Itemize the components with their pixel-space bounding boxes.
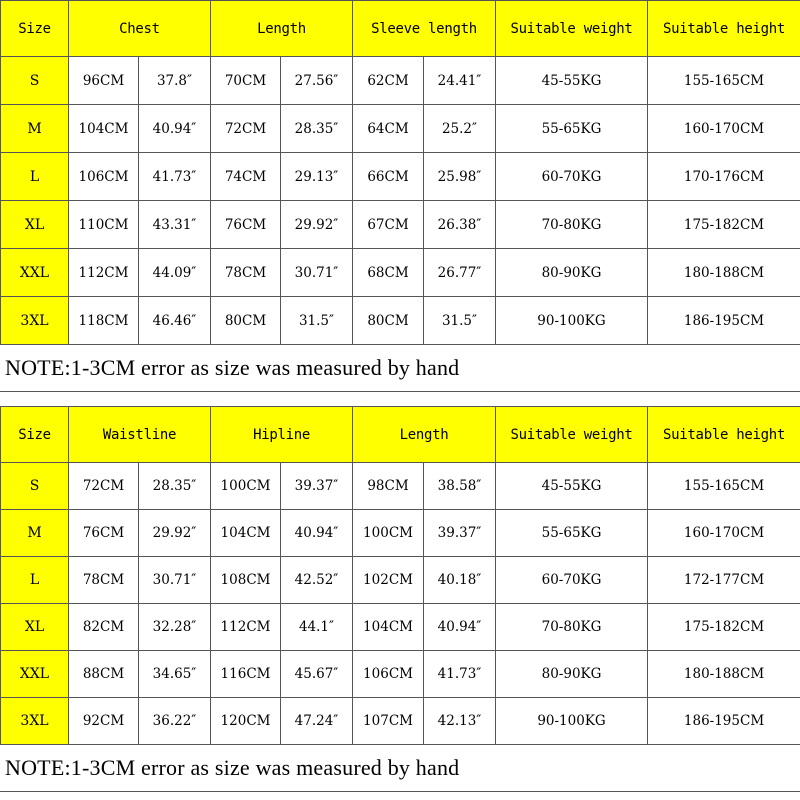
suitable-weight-cell: 45-55KG [496, 463, 648, 510]
suitable-weight-cell: 60-70KG [496, 153, 648, 201]
measure-3-cm: 80CM [353, 297, 424, 345]
measure-1-inch: 30.71″ [139, 557, 211, 604]
table-row [1, 463, 800, 510]
measure-1-cm: 104CM [69, 105, 139, 153]
measure-3-inch: 26.38″ [424, 201, 496, 249]
measure-2-inch: 30.71″ [281, 249, 353, 297]
measure-3-cm: 62CM [353, 57, 424, 105]
table-row [1, 105, 800, 153]
suitable-height-cell: 186-195CM [648, 698, 800, 745]
table-row [1, 249, 800, 297]
measure-1-cm: 72CM [69, 463, 139, 510]
suitable-height-cell: 160-170CM [648, 510, 800, 557]
measure-3-inch: 40.18″ [424, 557, 496, 604]
suitable-weight-cell: 45-55KG [496, 57, 648, 105]
measure-3-inch: 25.98″ [424, 153, 496, 201]
measure-3-inch: 39.37″ [424, 510, 496, 557]
measure-2-inch: 40.94″ [281, 510, 353, 557]
suitable-weight-cell: 90-100KG [496, 297, 648, 345]
measure-1-inch: 40.94″ [139, 105, 211, 153]
measure-2-inch: 45.67″ [281, 651, 353, 698]
measure-3-inch: 25.2″ [424, 105, 496, 153]
bottom-note: NOTE:1-3CM error as size was measured by hand [0, 745, 800, 792]
measure-3-cm: 100CM [353, 510, 424, 557]
measure-3-cm: 64CM [353, 105, 424, 153]
size-cell: M [1, 105, 69, 153]
table-row [1, 698, 800, 745]
table-row [1, 604, 800, 651]
suitable-weight-cell: 70-80KG [496, 201, 648, 249]
measure-2-cm: 112CM [211, 604, 281, 651]
measure-1-inch: 29.92″ [139, 510, 211, 557]
measure-1-cm: 82CM [69, 604, 139, 651]
top-table-body [1, 1, 800, 345]
suitable-weight-cell: 70-80KG [496, 604, 648, 651]
suitable-height-cell: 172-177CM [648, 557, 800, 604]
bottom-size-chart [0, 406, 800, 792]
measure-1-cm: 92CM [69, 698, 139, 745]
table-row [1, 57, 800, 105]
suitable-height-cell: 170-176CM [648, 153, 800, 201]
measure-3-cm: 104CM [353, 604, 424, 651]
measure-2-cm: 80CM [211, 297, 281, 345]
measure-3-cm: 98CM [353, 463, 424, 510]
suitable-height-cell: 175-182CM [648, 201, 800, 249]
measure-1-cm: 106CM [69, 153, 139, 201]
top-header-row [1, 1, 800, 57]
size-cell: M [1, 510, 69, 557]
header-hipline: Hipline [211, 407, 353, 463]
header-waistline: Waistline [69, 407, 211, 463]
measure-3-inch: 42.13″ [424, 698, 496, 745]
top-size-table [0, 0, 800, 345]
suitable-height-cell: 180-188CM [648, 249, 800, 297]
measure-1-inch: 46.46″ [139, 297, 211, 345]
measure-2-inch: 27.56″ [281, 57, 353, 105]
measure-2-cm: 74CM [211, 153, 281, 201]
header-suitable-height: Suitable height [648, 1, 800, 57]
measure-2-inch: 29.13″ [281, 153, 353, 201]
table-row [1, 201, 800, 249]
size-cell: XXL [1, 651, 69, 698]
measure-3-inch: 40.94″ [424, 604, 496, 651]
measure-2-cm: 116CM [211, 651, 281, 698]
size-cell: S [1, 57, 69, 105]
measure-3-inch: 38.58″ [424, 463, 496, 510]
measure-3-cm: 102CM [353, 557, 424, 604]
size-cell: 3XL [1, 698, 69, 745]
bottom-size-table [0, 406, 800, 745]
measure-2-cm: 100CM [211, 463, 281, 510]
top-note: NOTE:1-3CM error as size was measured by hand [0, 345, 800, 392]
suitable-height-cell: 175-182CM [648, 604, 800, 651]
measure-1-cm: 112CM [69, 249, 139, 297]
suitable-height-cell: 180-188CM [648, 651, 800, 698]
suitable-height-cell: 186-195CM [648, 297, 800, 345]
suitable-height-cell: 155-165CM [648, 57, 800, 105]
measure-1-inch: 36.22″ [139, 698, 211, 745]
measure-2-cm: 120CM [211, 698, 281, 745]
table-row [1, 651, 800, 698]
table-row [1, 557, 800, 604]
measure-2-inch: 39.37″ [281, 463, 353, 510]
suitable-weight-cell: 55-65KG [496, 510, 648, 557]
measure-1-cm: 118CM [69, 297, 139, 345]
measure-3-inch: 24.41″ [424, 57, 496, 105]
measure-2-cm: 108CM [211, 557, 281, 604]
table-row [1, 510, 800, 557]
measure-1-cm: 88CM [69, 651, 139, 698]
measure-2-inch: 44.1″ [281, 604, 353, 651]
measure-2-cm: 78CM [211, 249, 281, 297]
bottom-header-row [1, 407, 800, 463]
size-cell: XL [1, 201, 69, 249]
header-length: Length [353, 407, 496, 463]
header-chest: Chest [69, 1, 211, 57]
measure-3-cm: 66CM [353, 153, 424, 201]
header-size: Size [1, 1, 69, 57]
suitable-weight-cell: 55-65KG [496, 105, 648, 153]
measure-2-cm: 104CM [211, 510, 281, 557]
header-sleeve-length: Sleeve length [353, 1, 496, 57]
measure-2-cm: 70CM [211, 57, 281, 105]
measure-2-inch: 29.92″ [281, 201, 353, 249]
bottom-table-body [1, 407, 800, 745]
header-suitable-weight: Suitable weight [496, 1, 648, 57]
suitable-height-cell: 160-170CM [648, 105, 800, 153]
measure-1-cm: 110CM [69, 201, 139, 249]
measure-1-cm: 78CM [69, 557, 139, 604]
size-cell: XXL [1, 249, 69, 297]
measure-3-inch: 31.5″ [424, 297, 496, 345]
measure-3-cm: 107CM [353, 698, 424, 745]
header-length: Length [211, 1, 353, 57]
measure-1-inch: 37.8″ [139, 57, 211, 105]
header-size: Size [1, 407, 69, 463]
suitable-weight-cell: 90-100KG [496, 698, 648, 745]
header-suitable-weight: Suitable weight [496, 407, 648, 463]
measure-2-cm: 76CM [211, 201, 281, 249]
suitable-weight-cell: 80-90KG [496, 651, 648, 698]
size-cell: 3XL [1, 297, 69, 345]
measure-3-cm: 106CM [353, 651, 424, 698]
size-cell: S [1, 463, 69, 510]
measure-1-inch: 44.09″ [139, 249, 211, 297]
measure-2-inch: 47.24″ [281, 698, 353, 745]
measure-3-inch: 41.73″ [424, 651, 496, 698]
top-size-chart [0, 0, 800, 392]
table-row [1, 153, 800, 201]
measure-1-cm: 96CM [69, 57, 139, 105]
suitable-weight-cell: 60-70KG [496, 557, 648, 604]
measure-1-inch: 32.28″ [139, 604, 211, 651]
measure-1-inch: 43.31″ [139, 201, 211, 249]
size-cell: L [1, 153, 69, 201]
table-row [1, 297, 800, 345]
measure-1-cm: 76CM [69, 510, 139, 557]
measure-2-inch: 28.35″ [281, 105, 353, 153]
measure-1-inch: 34.65″ [139, 651, 211, 698]
suitable-height-cell: 155-165CM [648, 463, 800, 510]
size-cell: XL [1, 604, 69, 651]
measure-3-inch: 26.77″ [424, 249, 496, 297]
measure-3-cm: 67CM [353, 201, 424, 249]
suitable-weight-cell: 80-90KG [496, 249, 648, 297]
size-cell: L [1, 557, 69, 604]
measure-3-cm: 68CM [353, 249, 424, 297]
measure-1-inch: 28.35″ [139, 463, 211, 510]
measure-2-cm: 72CM [211, 105, 281, 153]
measure-1-inch: 41.73″ [139, 153, 211, 201]
header-suitable-height: Suitable height [648, 407, 800, 463]
measure-2-inch: 42.52″ [281, 557, 353, 604]
measure-2-inch: 31.5″ [281, 297, 353, 345]
